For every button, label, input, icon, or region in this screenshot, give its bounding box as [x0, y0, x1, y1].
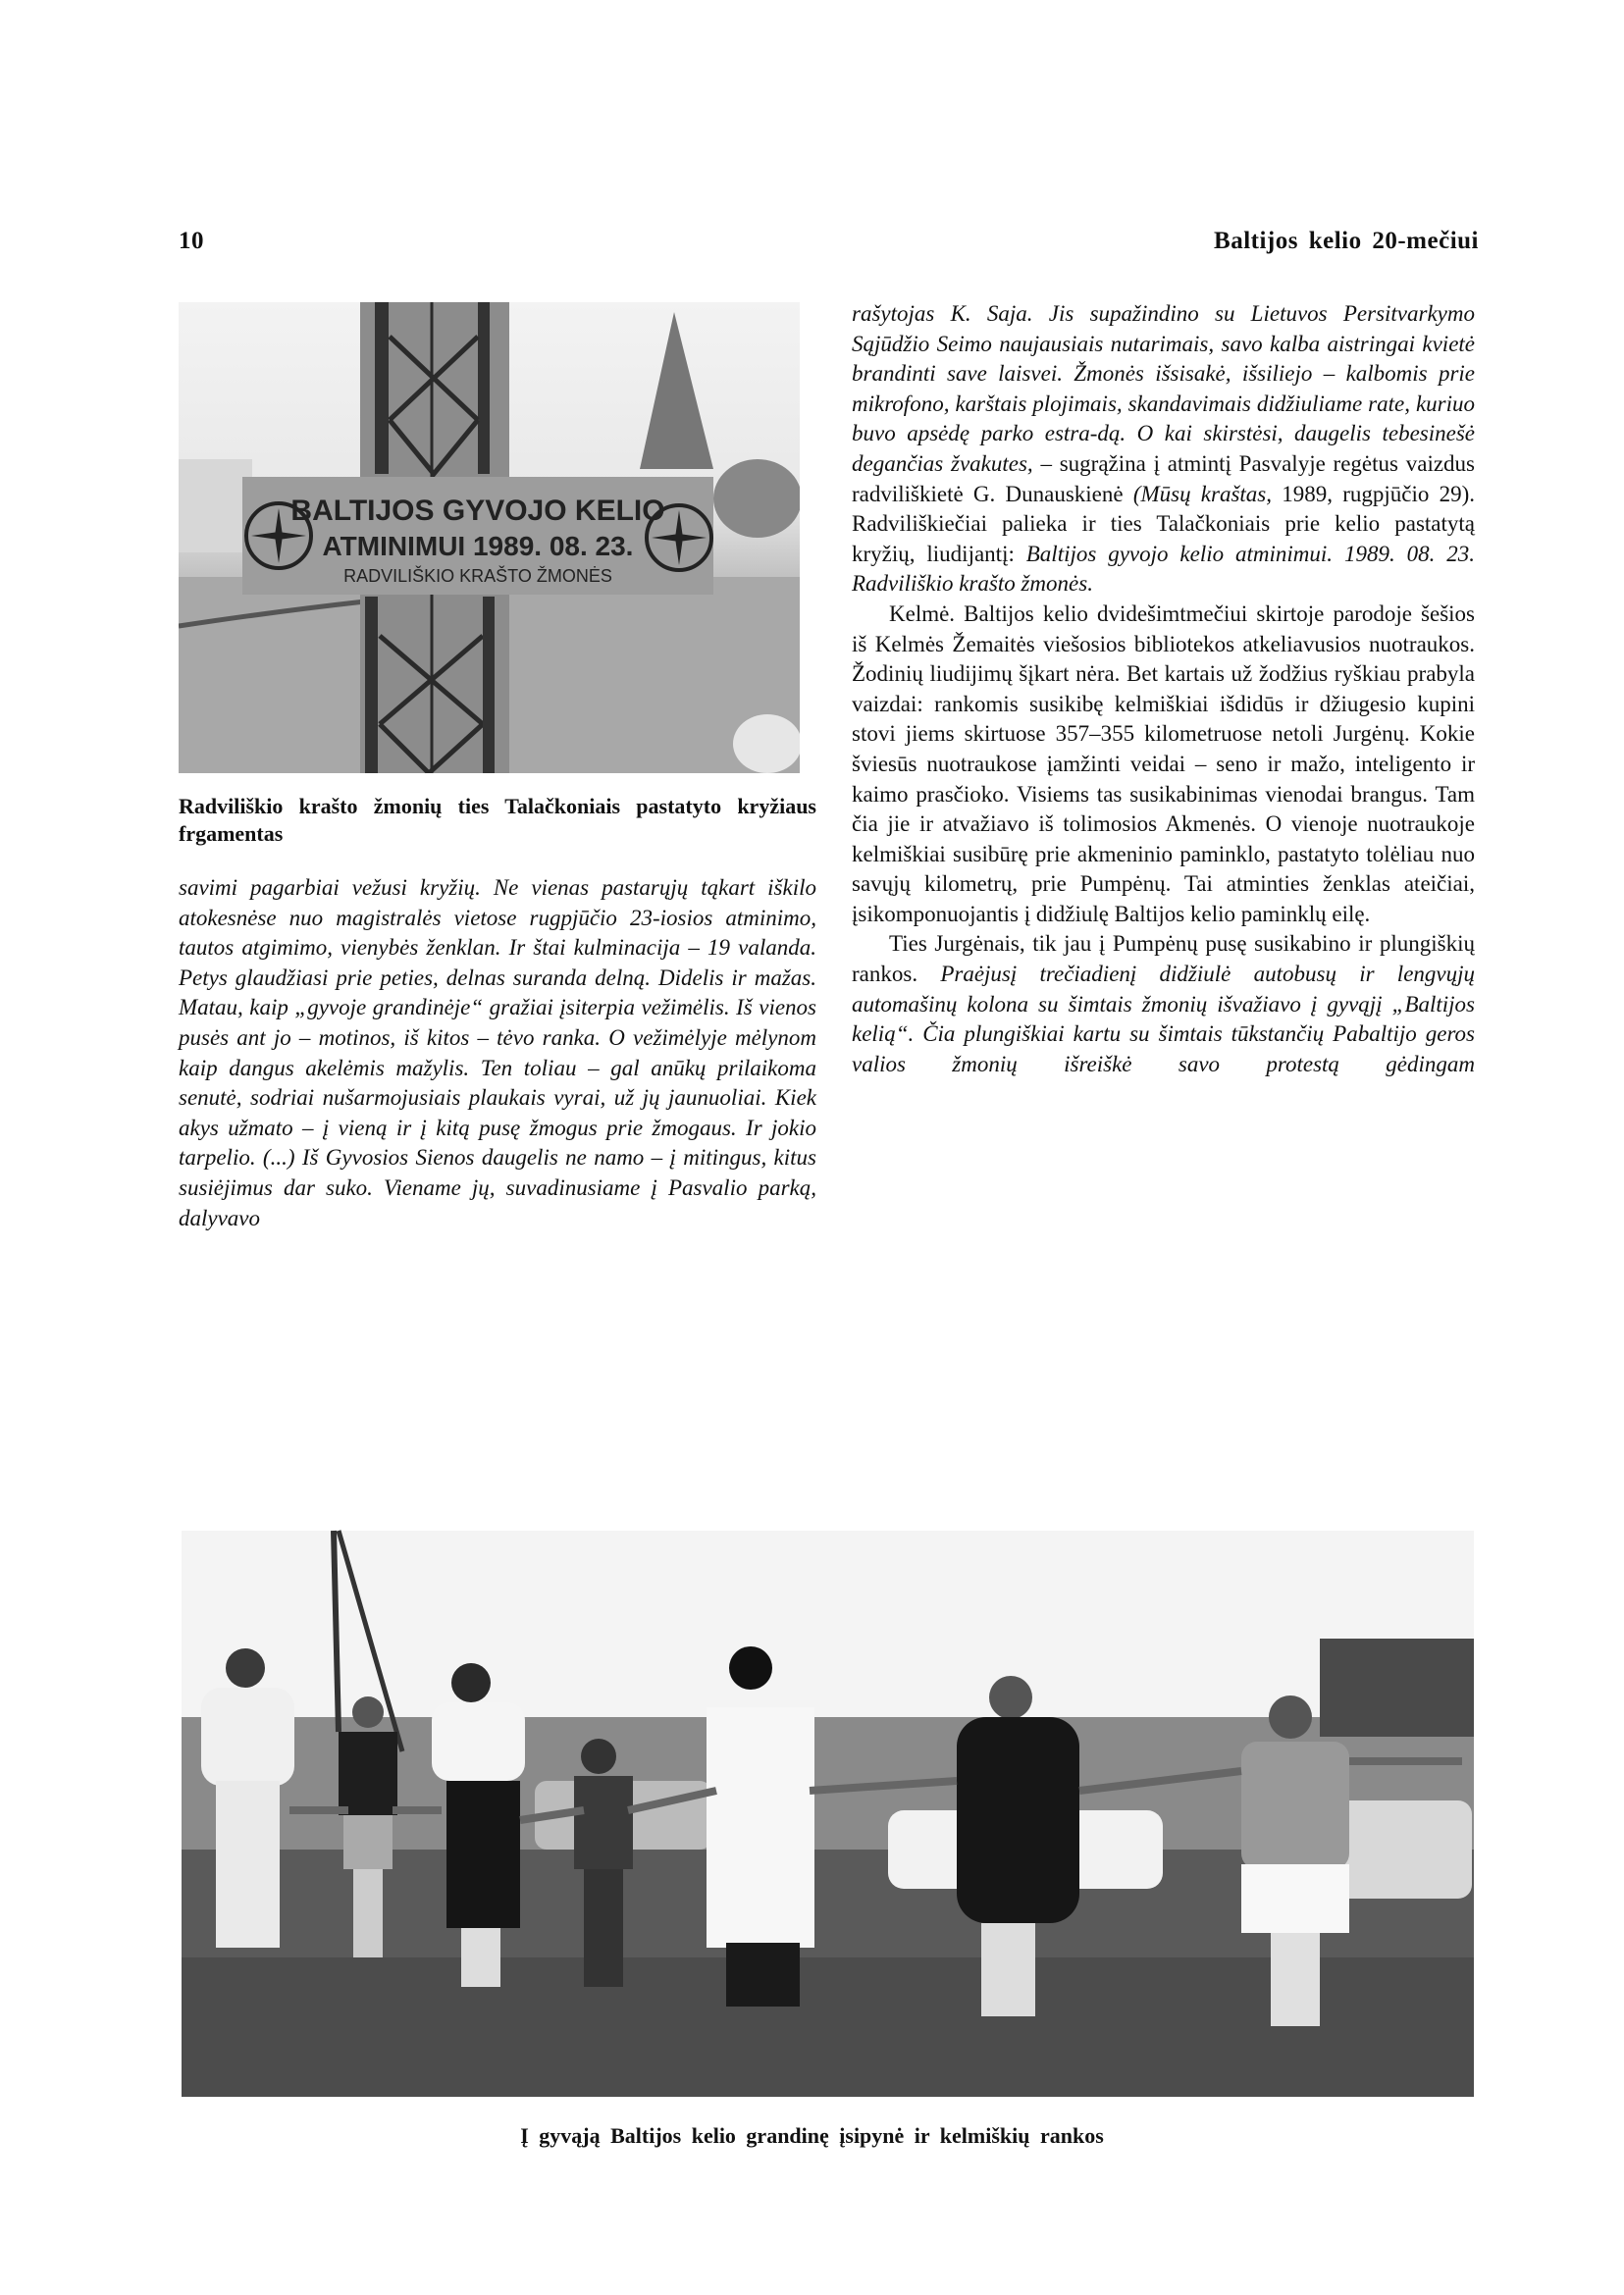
right-paragraph-2: Kelmė. Baltijos kelio dvidešimtmečiui skirtoje parodoje šešios iš Kelmės Žemaitės viešosios bibliotekos atkeliavusios nuotraukos. Žodinių liudijimų šįkart nėra. Bet kartais už žodžius ryškiau prabyla vaizdai: rankomis susikibę kelmiškiai išdidūs ir džiugesio kupini stovi jiems skirtuose 357–355 kilometruose netoli Jurgėnų. Kokie šviesūs nuotraukose įamžinti veidai – seno ir mažo, inteligento ir kaimo prasčioko. Visiems tas susikabinimas vienodai brangus. Tam čia jie ir atvažiavo iš tolimosios Akmenės. O vienoje nuotraukoje kelmiškiai susibūrę prie akmeninio paminklo, pastatyto tolėliau nuo savųjų kilometrų, prie Pumpėnų. Tai atminties ženklas ateičiai, įsikomponuojantis į didžiulę Baltijos kelio paminklų eilę. [852, 600, 1475, 926]
chain-photo-caption: Į gyvąją Baltijos kelio grandinę įsipynė ir kelmiškių rankos [520, 2123, 1104, 2148]
paragraph-3-italic: Praėjusį trečiadienį didžiulė autobusų ir lengvųjų automašinų kolona su šimtais žmonių išvažiavo į gyvąjį „Baltijos kelią“. Čia plungiškiai kartu su šimtais tūkstančių Pabaltijo geros valios žmonių išreiškė savo protestą gėdingam [852, 962, 1475, 1076]
chain-photo [182, 1496, 1474, 2097]
right-column [852, 299, 1475, 1079]
background-tree [640, 312, 713, 469]
paragraph-3-regular: Ties Jurgėnais, tik jau į Pumpėnų pusę susikabino ir plungiškių rankos. [852, 931, 1475, 987]
right-paragraph-1 [852, 299, 1475, 600]
sign-line-1: BALTIJOS GYVOJO KELIO [290, 495, 665, 527]
sign-line-3: RADVILIŠKIO KRAŠTO ŽMONĖS [343, 566, 612, 586]
background-wall [179, 459, 252, 552]
cross-photo [179, 302, 800, 773]
cross-photo-caption: Radviliškio krašto žmonių ties Talačkoniais pastatyto kryžiaus frgamentas [179, 794, 816, 846]
trees [1320, 1639, 1474, 1737]
attribution-text-a: – sugrąžina į atmintį Pasvalyje regėtus vaizdus radviliškietė G. Dunauskienė [852, 450, 1475, 506]
quote-italic: rašytojas K. Saja. Jis supažindino su Lietuvos Persitvarkymo Sąjūdžio Seimo naujausiais nutarimais, savo kalba aistringai kvietė brandinti save laisvei. Žmonės išsisakė, išsiliejo – kalbomis prie mikrofono, karštais plojimais, skandavimais didžiuliame rate, kuriuo buvo apsėdę parko estra-dą. O kai skirstėsi, daugelis tebesinešė degančias žvakutes, [852, 301, 1475, 476]
page-number: 10 [179, 228, 204, 254]
right-paragraph-3 [852, 929, 1475, 1079]
source-citation: (Mūsų kraštas, [1132, 481, 1273, 506]
cross-inscription-quote: Baltijos gyvojo kelio atminimui. 1989. 08. 23. Radviliškio krašto žmonės. [852, 541, 1475, 597]
left-column [179, 873, 816, 1233]
attribution-text-b: 1989, rugpjūčio 29). Radviliškiečiai palieka ir ties Talačkoniais prie kelio pastatytą kryžių, liudijantį: [852, 481, 1475, 566]
background-bush [713, 459, 800, 538]
sign-line-2: ATMINIMUI 1989. 08. 23. [322, 531, 634, 561]
left-paragraph: savimi pagarbiai vežusi kryžių. Ne vienas pastarųjų tąkart iškilo atokesnėse nuo magistralės vietose rugpjūčio 23-iosios atminimo, tautos atgimimo, vienybės ženklan. Ir štai kulminacija – 19 valanda. Petys glaudžiasi prie peties, delnas suranda delną. Didelis ir mažas. Matau, kaip „gyvoje grandinėje“ gražiai įsiterpia vežimėlis. Iš vienos pusės ant jo – motinos, iš kitos – tėvo ranka. O vežimėlyje mėlynom kaip dangus akelėmis mažylis. Ten toliau – gal anūkų prilaikoma senutė, sodriai nušarmojusiais plaukais vyrai, už jų jaunuoliai. Kiek akys užmato – į vieną ir į kitą pusę žmogus prie žmogaus. Ir jokio tarpelio. (...) Iš Gyvosios Sienos daugelis ne namo – į mitingus, kitus susiėjimus dar suko. Viename jų, suvadinusiame į Pasvalio parką, dalyvavo [179, 875, 816, 1230]
running-title: Baltijos kelio 20-mečiui [1214, 228, 1479, 254]
